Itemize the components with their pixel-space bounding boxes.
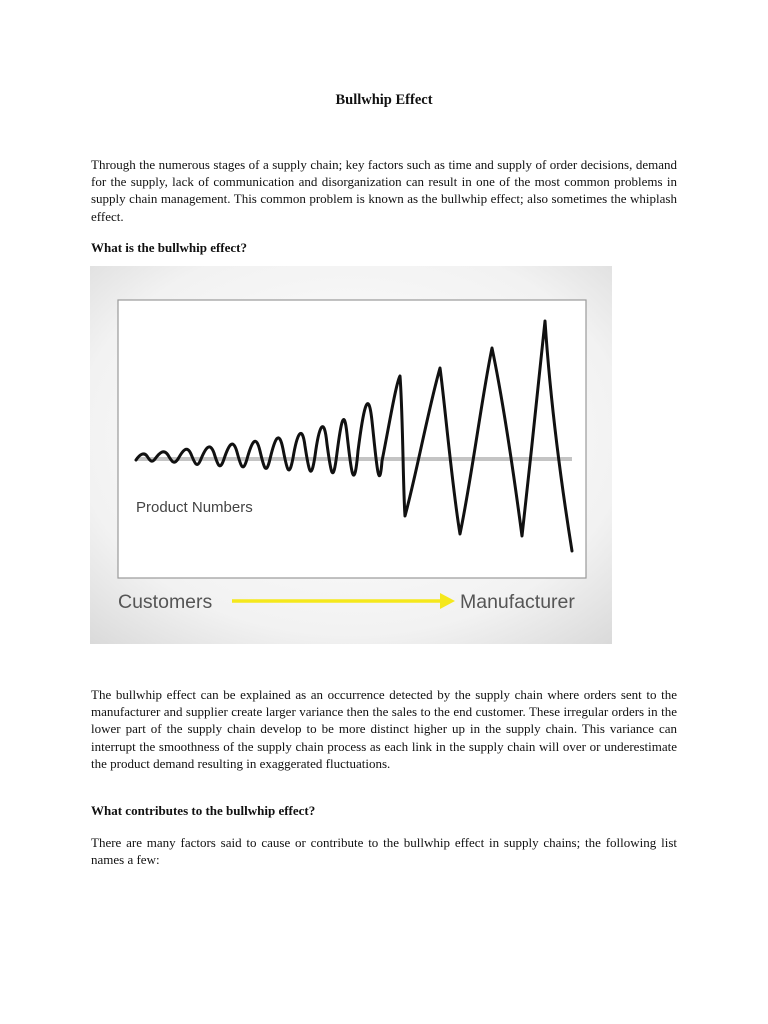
factors-paragraph: There are many factors said to cause or contribute to the bullwhip effect in supply chains; the following list names a few: <box>91 835 677 868</box>
heading-what-is: What is the bullwhip effect? <box>91 240 247 255</box>
figure-frame <box>118 300 586 578</box>
bullwhip-figure <box>90 266 612 644</box>
explanation-paragraph: The bullwhip effect can be explained as an occurrence detected by the supply chain where orders sent to the manufacturer and supplier create larger variance then the sales to the end customer. These irregular orders in the lower part of the supply chain develop to be more distinct higher up in the supply chain. This variance can interrupt the smoothness of the supply chain process as each link in the supply chain will over or underestimate the product demand resulting in exaggerated fluctuations. <box>91 687 677 771</box>
customers-label: Customers <box>118 591 213 613</box>
heading-contributes: What contributes to the bullwhip effect? <box>91 803 316 818</box>
intro-paragraph: Through the numerous stages of a supply chain; key factors such as time and supply of order decisions, demand for the supply, lack of communication and disorganization can result in one of the most common problems in supply chain management. This common problem is known as the bullwhip effect; also sometimes the whiplash effect. <box>91 157 677 224</box>
bullwhip-illustration <box>90 266 612 644</box>
product-numbers-label: Product Numbers <box>136 499 253 516</box>
document-title: Bullwhip Effect <box>335 92 433 108</box>
manufacturer-label: Manufacturer <box>460 591 575 613</box>
